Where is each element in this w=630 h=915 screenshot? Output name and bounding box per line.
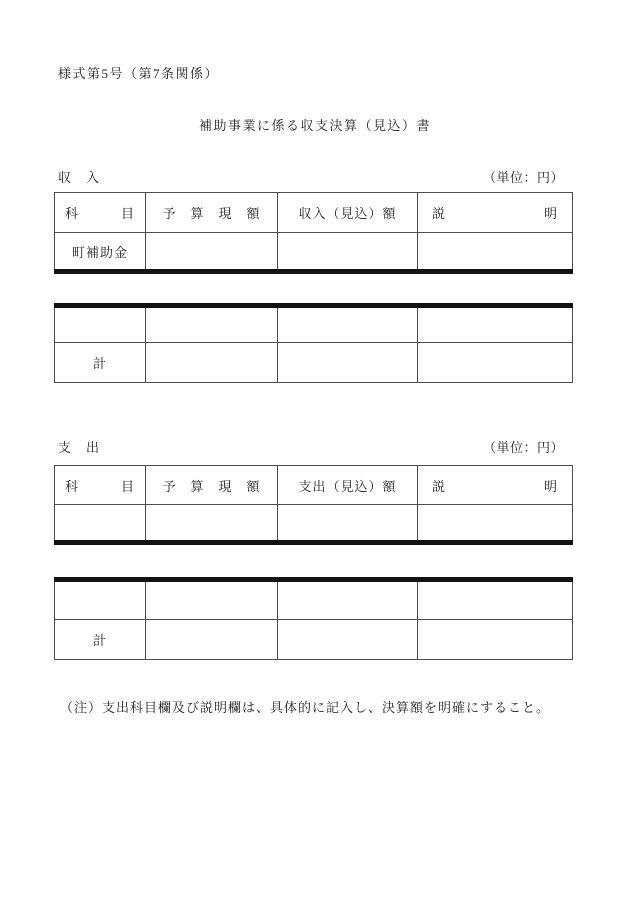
expense-total-label-cell: 計 [55, 620, 146, 660]
expense-cont-budget-field-cell [146, 580, 278, 620]
expense-total-budget-field-cell [146, 620, 278, 660]
income-total-label-cell: 計 [55, 343, 146, 383]
expense-cont-description-field-cell [418, 580, 573, 620]
income-description-field-cell [418, 233, 573, 272]
income-total-row [55, 343, 573, 383]
income-table-main-segment [54, 192, 572, 274]
expense-total-table [54, 577, 573, 660]
expense-table [54, 465, 573, 545]
income-amount-field-cell [278, 233, 418, 272]
expense-header-budget: 予 算 現 額 [146, 466, 278, 505]
income-header-subject: 科 目 [55, 193, 146, 233]
income-table-total-segment [54, 303, 572, 383]
income-cont-subject-field-cell [55, 306, 146, 343]
income-cont-budget-field-cell [146, 306, 278, 343]
expense-cont-subject-field-cell [55, 580, 146, 620]
expense-continuation-row [55, 580, 573, 620]
income-data-row [55, 233, 573, 272]
expense-header-row [55, 466, 573, 505]
income-unit-label: （単位：円） [482, 170, 564, 185]
expense-amount-field-cell [278, 505, 418, 543]
income-header-description: 説 明 [418, 193, 573, 233]
expense-table-main-segment [54, 465, 572, 545]
income-budget-field-cell [146, 233, 278, 272]
expense-cont-amount-field-cell [278, 580, 418, 620]
expense-data-row [55, 505, 573, 543]
income-total-amount-field-cell [278, 343, 418, 383]
income-cont-amount-field-cell [278, 306, 418, 343]
footnote: （注）支出科目欄及び説明欄は、具体的に記入し、決算額を明確にすること。 [60, 700, 551, 715]
income-total-description-field-cell [418, 343, 573, 383]
expense-header-subject: 科 目 [55, 466, 146, 505]
expense-total-description-field-cell [418, 620, 573, 660]
document-title: 補助事業に係る収支決算（見込）書 [198, 118, 431, 133]
income-total-budget-field-cell [146, 343, 278, 383]
expense-subject-field-cell [55, 505, 146, 543]
expense-header-description: 説 明 [418, 466, 573, 505]
expense-total-row [55, 620, 573, 660]
expense-total-amount-field-cell [278, 620, 418, 660]
expense-budget-field-cell [146, 505, 278, 543]
income-table [54, 192, 573, 274]
income-subject-cell: 町補助金 [55, 233, 146, 272]
form-number: 様式第5号（第7条関係） [58, 66, 220, 81]
expense-header-amount: 支出（見込）額 [278, 466, 418, 505]
expense-section-label: 支 出 [58, 440, 101, 455]
expense-unit-label: （単位：円） [482, 440, 564, 455]
income-total-table [54, 303, 573, 383]
expense-description-field-cell [418, 505, 573, 543]
expense-table-total-segment [54, 577, 572, 660]
income-header-row [55, 193, 573, 233]
income-header-amount: 収入（見込）額 [278, 193, 418, 233]
income-cont-description-field-cell [418, 306, 573, 343]
income-section-label: 収 入 [58, 170, 101, 185]
income-continuation-row [55, 306, 573, 343]
income-header-budget: 予 算 現 額 [146, 193, 278, 233]
